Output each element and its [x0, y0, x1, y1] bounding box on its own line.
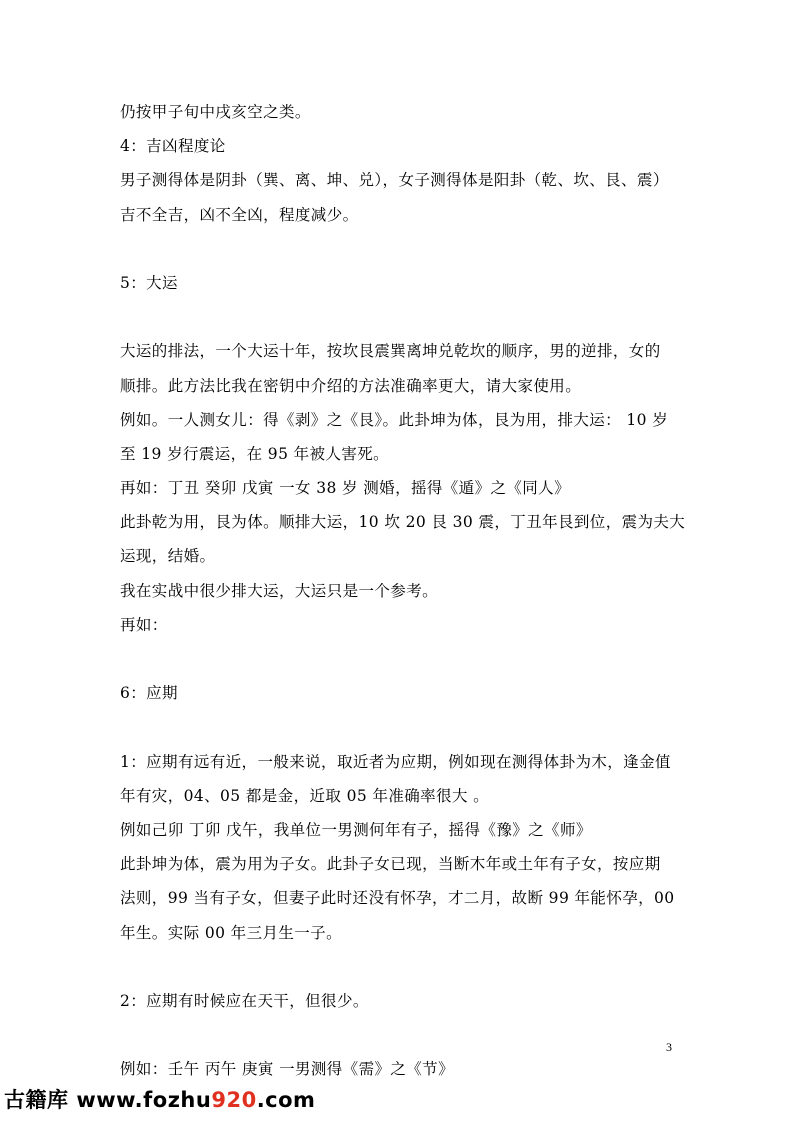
- section-heading: 4：吉凶程度论: [120, 137, 226, 156]
- site-watermark[interactable]: [4, 1084, 315, 1114]
- text-line: 运现，结婚。: [120, 547, 216, 566]
- section-heading: 5：大运: [120, 273, 178, 292]
- document-body: [120, 95, 686, 1086]
- text-line: 此卦乾为用，艮为体。顺排大运，10 坎 20 艮 30 震，丁丑年艮到位，震为夫大: [120, 513, 686, 532]
- text-line: 吉不全吉，凶不全凶，程度减少。: [120, 205, 359, 224]
- text-line: 大运的排法，一个大运十年，按坎艮震巽离坤兑乾坎的顺序，男的逆排，女的: [120, 342, 661, 361]
- text-line: 再如：: [120, 615, 168, 634]
- text-line: 2：应期有时候应在天干，但很少。: [120, 991, 369, 1010]
- section-heading: 6：应期: [120, 684, 178, 703]
- text-line: 1：应期有远有近，一般来说，取近者为应期，例如现在测得体卦为木，逢金值: [120, 752, 671, 771]
- blank-line: [120, 642, 680, 676]
- text-line: 法则，99 当有子女，但妻子此时还没有怀孕，才二月，故断 99 年能怀孕，00: [120, 889, 675, 908]
- text-line: 仍按甲子旬中戌亥空之类。: [120, 103, 311, 121]
- text-line: 例如。一人测女儿：得《剥》之《艮》。此卦坤为体，艮为用，排大运： 10 岁: [120, 410, 669, 429]
- site-url[interactable]: [76, 1088, 315, 1112]
- blank-line: [120, 1018, 680, 1052]
- text-line: 至 19 岁行震运，在 95 年被人害死。: [120, 444, 390, 463]
- text-line: 再如：丁丑 癸卯 戊寅 一女 38 岁 测婚，摇得《遁》之《同人》: [120, 479, 570, 498]
- text-line: 男子测得体是阴卦（巽、离、坤、兑），女子测得体是阳卦（乾、坎、艮、震）: [120, 171, 669, 190]
- blank-line: [120, 710, 680, 744]
- text-line: 年有灾，04、05 都是金，近取 05 年准确率很大 。: [120, 786, 490, 805]
- url-highlight: 920: [211, 1088, 257, 1112]
- text-line: 例如己卯 丁卯 戊午，我单位一男测何年有子，摇得《豫》之《师》: [120, 820, 592, 839]
- text-line: 我在实战中很少排大运，大运只是一个参考。: [120, 581, 439, 600]
- text-line: 顺排。此方法比我在密钥中介绍的方法准确率更大，请大家使用。: [120, 376, 582, 395]
- text-line: 例如：壬午 丙午 庚寅 一男测得《需》之《节》: [120, 1060, 454, 1079]
- page-number: 3: [666, 1040, 672, 1054]
- text-line: 此卦坤为体，震为用为子女。此卦子女已现，当断木年或土年有子女，按应期: [120, 855, 661, 874]
- site-name: 古籍库: [4, 1088, 69, 1112]
- url-prefix: www.fozhu: [76, 1088, 212, 1112]
- blank-line: [120, 950, 680, 984]
- url-suffix: .com: [256, 1088, 316, 1112]
- blank-line: [120, 232, 680, 266]
- blank-line: [120, 300, 680, 334]
- text-line: 年生。实际 00 年三月生一子。: [120, 923, 342, 942]
